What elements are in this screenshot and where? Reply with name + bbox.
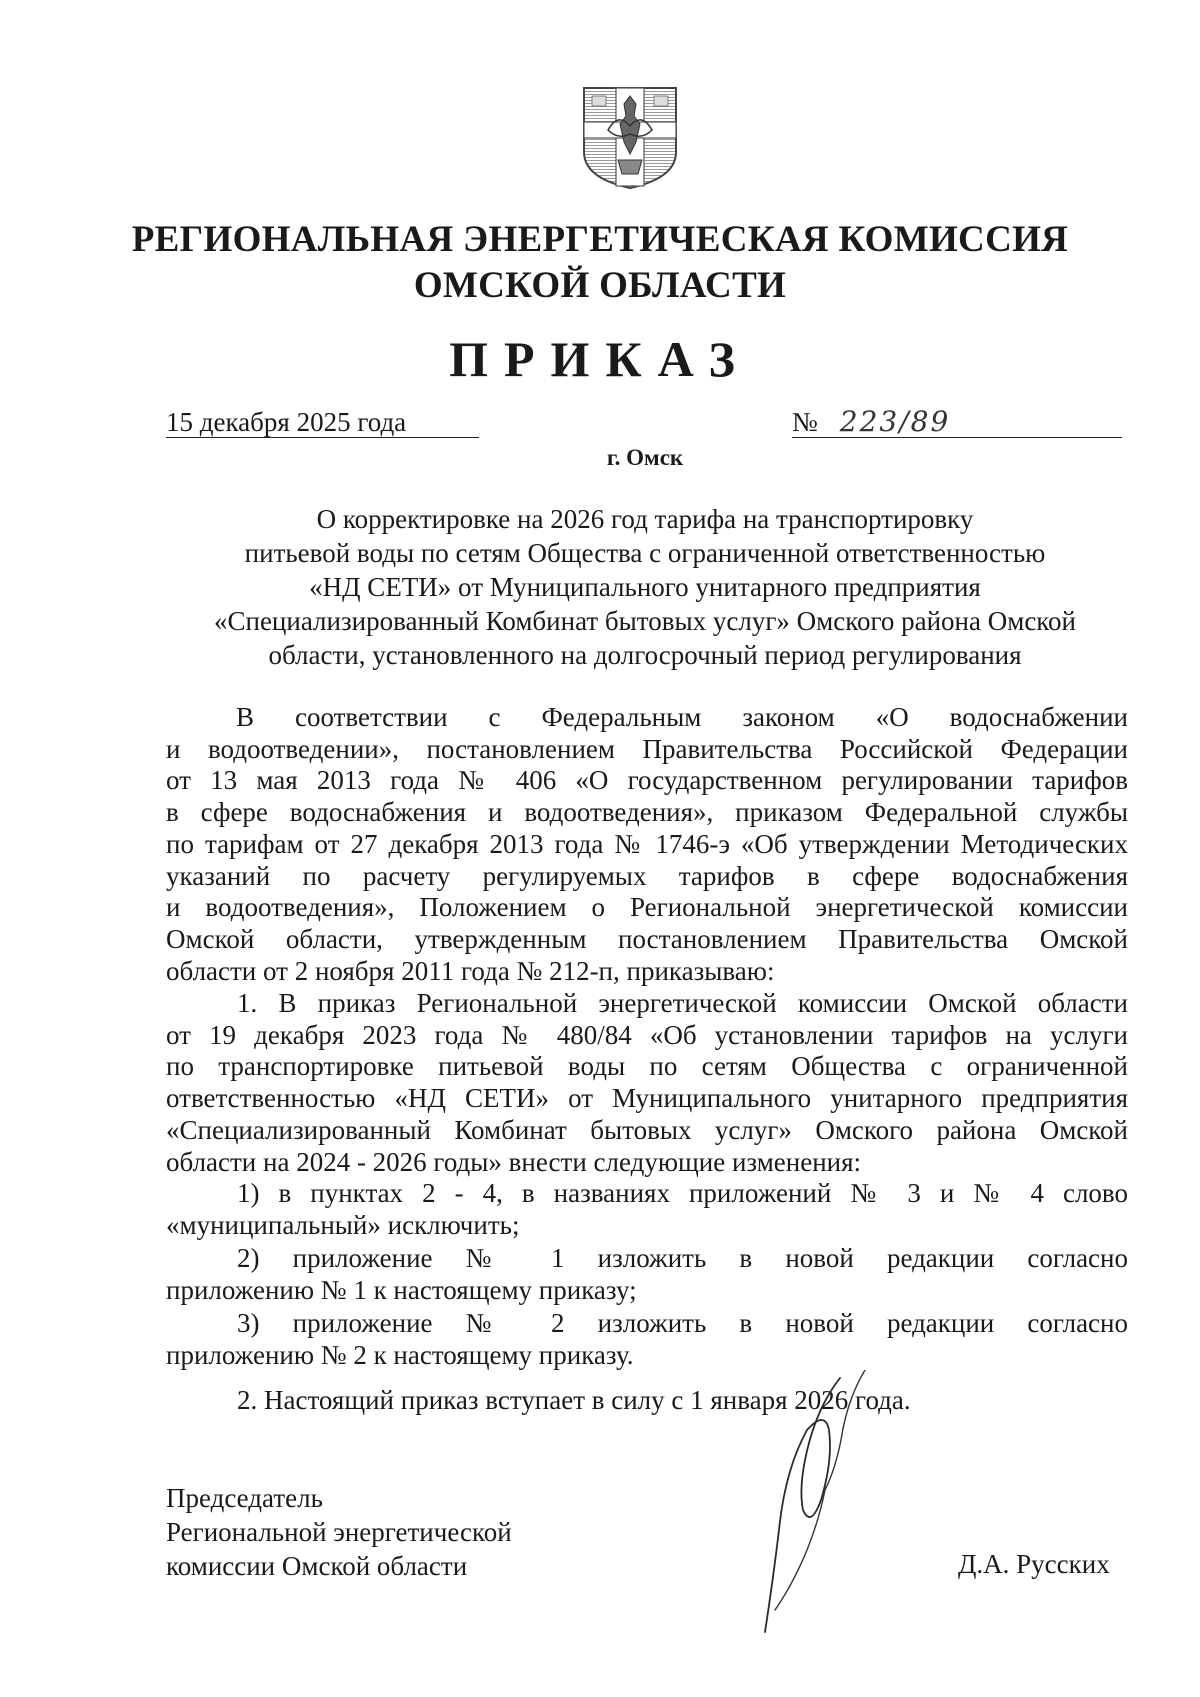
signatory-position	[166, 1481, 512, 1583]
subitem-3	[166, 1308, 1128, 1371]
body-line: 2. Настоящий приказ вступает в силу с 1 января 2026 года.	[237, 1385, 911, 1415]
position-line: Председатель	[166, 1483, 323, 1513]
body-line: «муниципальный» исключить;	[166, 1209, 520, 1240]
body-line: области от 2 ноября 2011 года № 212-п, приказываю:	[166, 955, 775, 986]
subject-line: области, установленного на долгосрочный период регулирования	[268, 640, 1022, 670]
subitem-1	[166, 1178, 1128, 1241]
body-line: 3) приложение № 2 изложить в новой редакции согласно	[237, 1308, 1128, 1338]
number-label: №	[792, 407, 818, 437]
body-line: приложению № 2 к настоящему приказу.	[166, 1339, 634, 1370]
number-value: 223/89	[839, 405, 951, 438]
body-line: приложению № 1 к настоящему приказу;	[166, 1274, 637, 1305]
document-type: ПРИКАЗ	[449, 331, 751, 387]
document-subject	[150, 502, 1140, 672]
item-2-paragraph	[166, 1385, 1128, 1417]
coat-of-arms-icon	[580, 82, 680, 190]
body-line: 1. В приказ Региональной энергетической комиссии Омской области	[237, 988, 1128, 1018]
document-city: г. Омск	[606, 445, 684, 470]
document-number	[792, 407, 1122, 438]
body-line: указаний по расчету регулируемых тарифов в сфере водоснабжения	[166, 860, 1128, 891]
organization-name-line2: ОМСКОЙ ОБЛАСТИ	[413, 265, 787, 306]
preamble-paragraph	[166, 702, 1128, 987]
body-line: «Специализированный Комбинат бытовых услуг» Омского района Омской	[166, 1114, 1128, 1145]
signatory-name: Д.А. Русских	[958, 1549, 1110, 1579]
body-line: 2) приложение № 1 изложить в новой редакции согласно	[237, 1243, 1128, 1273]
position-line: Региональной энергетической	[166, 1517, 512, 1547]
body-line: в сфере водоснабжения и водоотведения», приказом Федеральной службы	[166, 797, 1128, 828]
body-line: и водоотведения», Положением о Региональной энергетической комиссии	[166, 892, 1128, 923]
body-line: по тарифам от 27 декабря 2013 года № 1746-э «Об утверждении Методических	[166, 828, 1128, 859]
subject-line: питьевой воды по сетям Общества с ограниченной ответственностью	[244, 538, 1046, 568]
handwritten-signature	[745, 1370, 875, 1640]
body-line: Омской области, утвержденным постановлением Правительства Омской	[166, 923, 1128, 954]
body-line: от 13 мая 2013 года № 406 «О государственном регулировании тарифов	[166, 765, 1128, 796]
document-date: 15 декабря 2025 года	[166, 407, 479, 438]
body-line: 1) в пунктах 2 - 4, в названиях приложений № 3 и № 4 слово	[237, 1178, 1128, 1208]
item-1-paragraph	[166, 988, 1128, 1178]
position-line: комиссии Омской области	[166, 1551, 468, 1581]
body-line: по транспортировке питьевой воды по сетям Общества с ограниченной	[166, 1051, 1128, 1082]
subject-line: «НД СЕТИ» от Муниципального унитарного предприятия	[309, 572, 981, 602]
subitem-2	[166, 1243, 1128, 1306]
body-line: В соответствии с Федеральным законом «О водоснабжении	[236, 702, 1128, 732]
body-line: ответственностью «НД СЕТИ» от Муниципального унитарного предприятия	[166, 1083, 1128, 1114]
body-line: и водоотведении», постановлением Правительства Российской Федерации	[166, 733, 1128, 764]
subject-line: О корректировке на 2026 год тарифа на транспортировку	[316, 504, 974, 534]
body-line: от 19 декабря 2023 года № 480/84 «Об установлении тарифов на услуги	[166, 1019, 1128, 1050]
organization-name-line1: РЕГИОНАЛЬНАЯ ЭНЕРГЕТИЧЕСКАЯ КОМИССИЯ	[131, 219, 1069, 260]
body-line: области на 2024 - 2026 годы» внести следующие изменения:	[166, 1146, 862, 1177]
subject-line: «Специализированный Комбинат бытовых услуг» Омского района Омской	[213, 606, 1076, 636]
